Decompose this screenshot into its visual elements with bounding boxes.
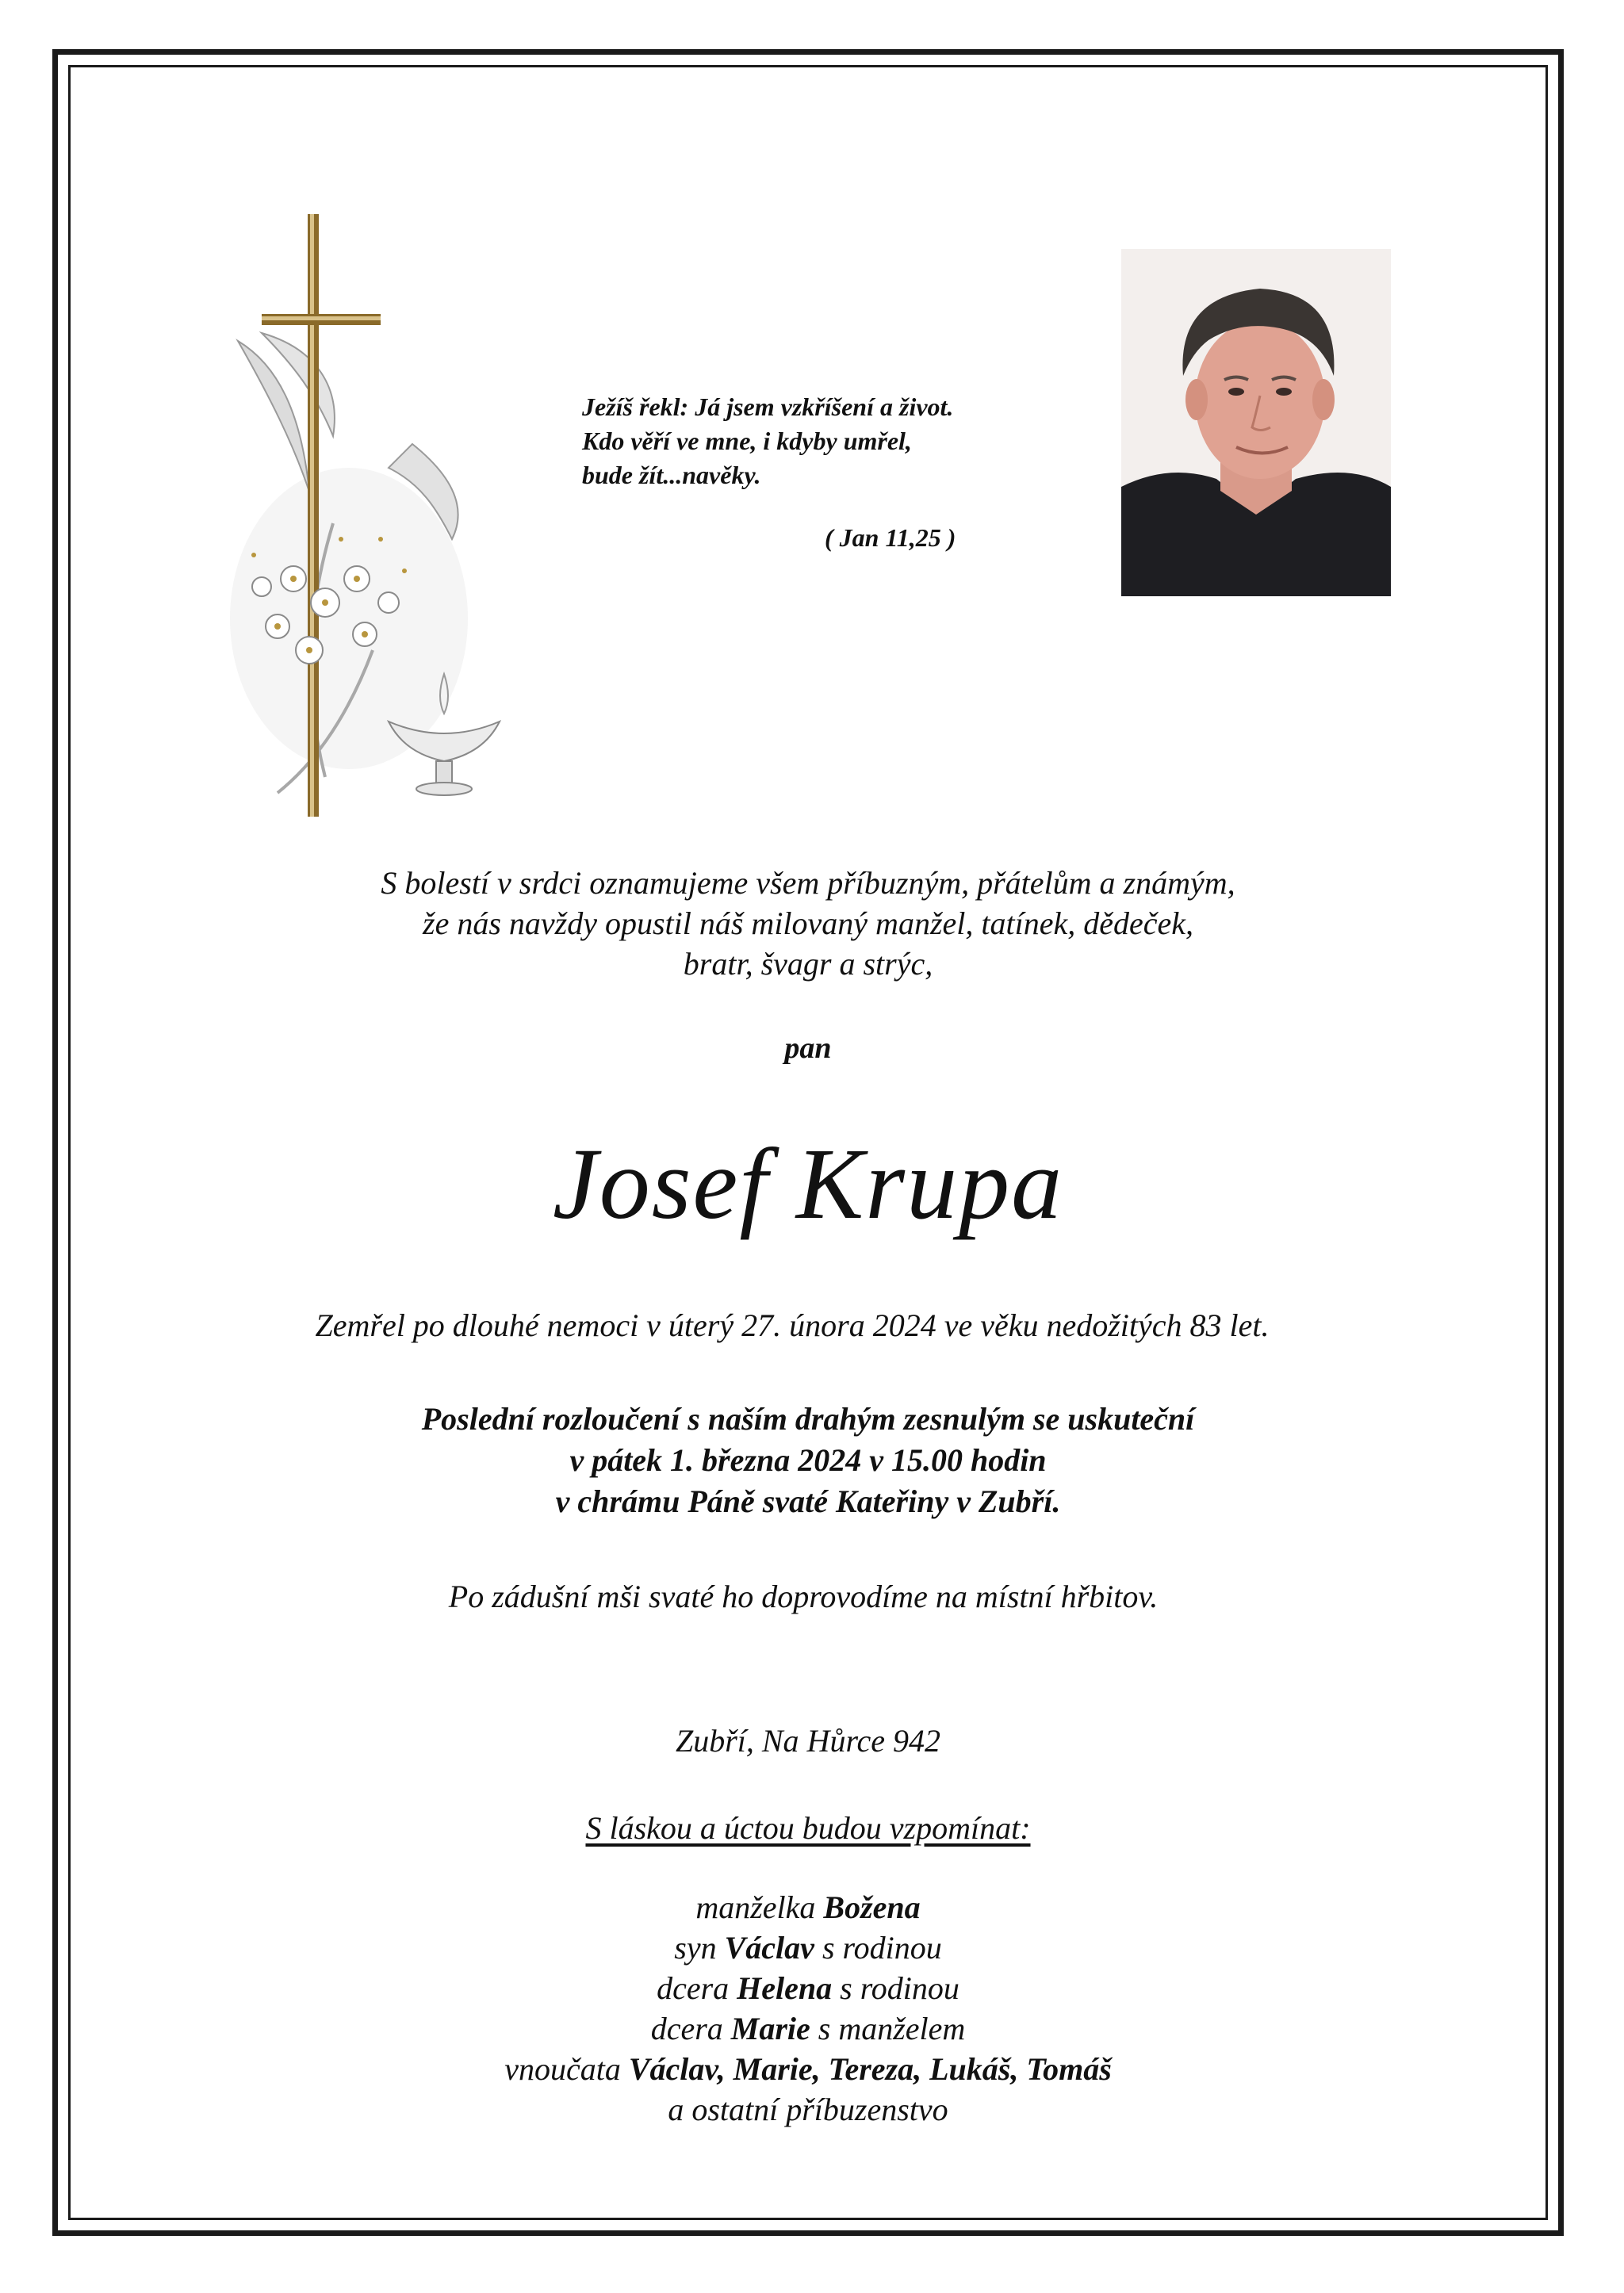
funeral-line: Poslední rozloučení s naším drahým zesnulým se uskuteční: [421, 1401, 1195, 1437]
funeral-line: v chrámu Páně svaté Kateřiny v Zubří.: [555, 1483, 1061, 1519]
bible-quote: [582, 390, 1074, 492]
quote-line: bude žít...navěky.: [582, 461, 761, 489]
mourner-relation: dcera: [657, 1970, 737, 2006]
mourner-relation: vnoučata: [504, 2051, 629, 2087]
mourner-line: [68, 1887, 1548, 1927]
mourner-line: [68, 1927, 1548, 1968]
portrait-photo: [1121, 249, 1391, 596]
title-word: pan: [784, 1032, 832, 1065]
mourner-relation: dcera: [650, 2011, 731, 2046]
mourner-suffix: s rodinou: [814, 1930, 942, 1966]
mourners-heading: [68, 1809, 1548, 1847]
mourner-names: Václav: [724, 1930, 814, 1966]
portrait-icon: [1121, 249, 1391, 596]
mourner-relation: a ostatní příbuzenstvo: [668, 2092, 948, 2127]
burial-notice: Po zádušní mši svaté ho doprovodíme na místní hřbitov.: [448, 1579, 1159, 1614]
death-notice: Zemřel po dlouhé nemoci v úterý 27. února 2024 ve věku nedožitých 83 let.: [315, 1307, 1270, 1343]
announcement-line: S bolestí v srdci oznamujeme všem příbuzným, přátelům a známým,: [381, 865, 1235, 901]
cross-lilies-icon: [206, 206, 523, 825]
mourner-line: [68, 2049, 1548, 2089]
quote-line: Ježíš řekl: Já jsem vzkříšení a život.: [582, 392, 954, 421]
quote-reference: ( Jan 11,25 ): [825, 523, 956, 552]
mourner-relation: syn: [674, 1930, 725, 1966]
mourner-names: Václav, Marie, Tereza, Lukáš, Tomáš: [628, 2051, 1112, 2087]
mourner-line: [68, 1968, 1548, 2008]
mourner-names: Helena: [737, 1970, 833, 2006]
mourner-names: Božena: [823, 1889, 921, 1925]
mourners-list: [68, 1887, 1548, 2130]
mourner-suffix: s manželem: [810, 2011, 966, 2046]
deceased-name: Josef Krupa: [552, 1127, 1064, 1240]
announcement-line: že nás navždy opustil náš milovaný manžel, tatínek, dědeček,: [423, 905, 1193, 941]
announcement-line: bratr, švagr a strýc,: [683, 946, 933, 982]
family-address: Zubří, Na Hůrce 942: [675, 1723, 941, 1759]
mourner-names: Marie: [730, 2011, 810, 2046]
mourner-suffix: s rodinou: [832, 1970, 959, 2006]
mourner-line: [68, 2089, 1548, 2130]
mourners-heading-text: S láskou a úctou budou vzpomínat:: [585, 1810, 1031, 1846]
funeral-details: [68, 1399, 1548, 1522]
mourner-relation: manželka: [695, 1889, 824, 1925]
mourner-line: [68, 2008, 1548, 2049]
quote-line: Kdo věří ve mne, i kdyby umřel,: [582, 427, 912, 455]
funeral-line: v pátek 1. března 2024 v 15.00 hodin: [569, 1442, 1047, 1478]
announcement-text: [68, 863, 1548, 984]
